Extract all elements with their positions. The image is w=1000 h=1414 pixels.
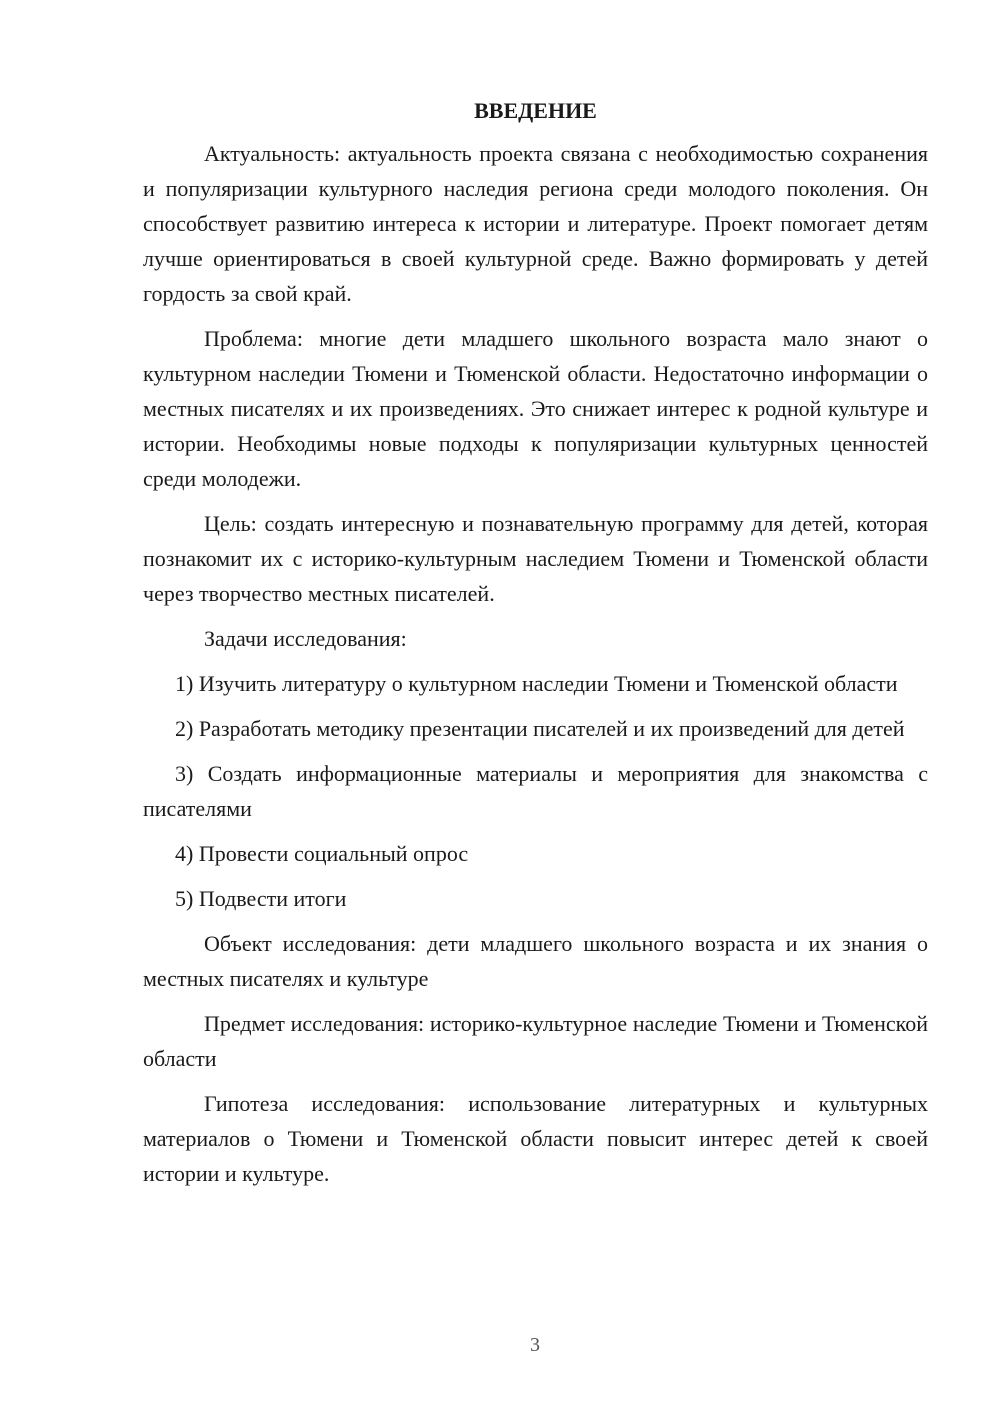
subject-paragraph: Предмет исследования: историко-культурное наследие Тюмени и Тюменской области	[143, 1011, 928, 1071]
relevance-paragraph: Актуальность: актуальность проекта связана с необходимостью сохранения и популяризации культурного наследия региона среди молодого поколения. Он способствует развитию интереса к истории и литературе. Проект помогает детям лучше ориентироваться в своей культурной среде. Важно формировать у детей гордость за свой край.	[143, 141, 928, 306]
page-number: 3	[530, 1334, 540, 1356]
hypothesis-paragraph: Гипотеза исследования: использование литературных и культурных материалов о Тюмени и Тюменской области повысит интерес детей к своей истории и культуре.	[143, 1091, 928, 1186]
task-item-2: 2) Разработать методику презентации писателей и их произведений для детей	[175, 716, 905, 741]
problem-paragraph: Проблема: многие дети младшего школьного возраста мало знают о культурном наследии Тюмени и Тюменской области. Недостаточно информации о местных писателях и их произведениях. Это снижает интерес к родной культуре и истории. Необходимы новые подходы к популяризации культурных ценностей среди молодежи.	[143, 326, 928, 491]
page-heading: ВВЕДЕНИЕ	[474, 98, 597, 123]
task-item-5: 5) Подвести итоги	[175, 886, 347, 911]
task-item-4: 4) Провести социальный опрос	[175, 841, 469, 866]
object-paragraph: Объект исследования: дети младшего школьного возраста и их знания о местных писателях и культуре	[143, 931, 928, 991]
task-item-3: 3) Создать информационные материалы и мероприятия для знакомства с писателями	[143, 761, 928, 821]
page-content	[143, 96, 928, 1201]
task-item-1: 1) Изучить литературу о культурном наследии Тюмени и Тюменской области	[175, 671, 898, 696]
goal-paragraph: Цель: создать интересную и познавательную программу для детей, которая познакомит их с историко-культурным наследием Тюмени и Тюменской области через творчество местных писателей.	[143, 511, 928, 606]
tasks-title: Задачи исследования:	[204, 626, 407, 651]
